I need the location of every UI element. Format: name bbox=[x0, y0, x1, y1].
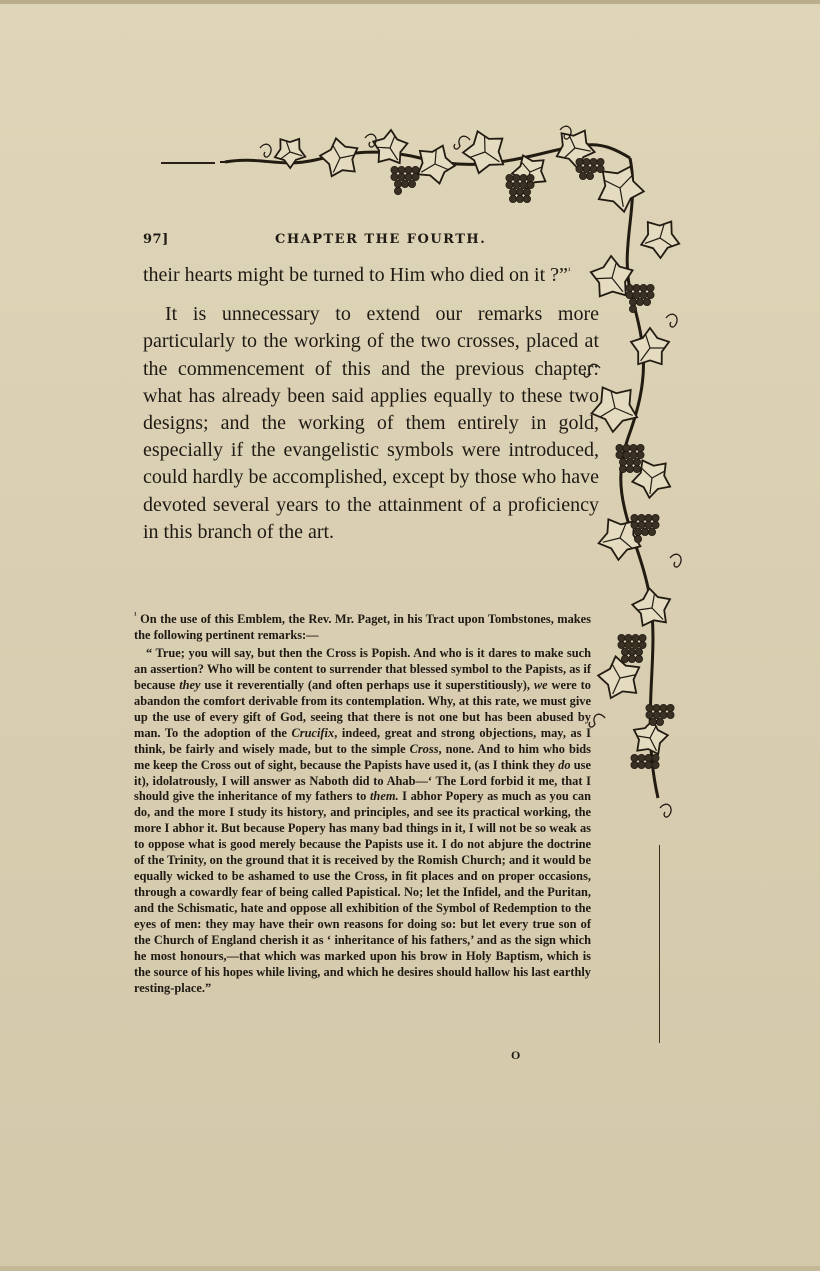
page-number: 97] bbox=[143, 232, 169, 247]
continued-line: their hearts might be turned to Him who died on it ?” bbox=[143, 264, 568, 286]
quote-emphasis: do bbox=[558, 757, 571, 772]
continued-paragraph bbox=[143, 262, 599, 289]
quote-part: , indeed, great and strong objections, may, as I think, be fairly and wisely made, but to the simple bbox=[134, 725, 591, 756]
quote-part: , none. And to him who bids me keep the Cross out of sight, because the Papists have used it, (as I think they bbox=[134, 741, 591, 772]
page-top-edge bbox=[0, 0, 820, 4]
quote-part: “ True; you will say, but then the Cross is Popish. And who is it dares to make such an assertion? Who will be content to surrender that blessed symbol to the Papists, as if because bbox=[134, 645, 591, 692]
quote-part: were to abandon the comfort derivable from its contemplation. Why, at this rate, we must give up the use of every gift of God, seeing that there is not one but has been abused by man. To the adoption of the bbox=[134, 677, 591, 740]
quote-part: use it), idolatrously, I will answer as Naboth did to Ahab—‘ The Lord forbid it me, that I should give the inheritance of my fathers to bbox=[134, 757, 591, 804]
footnote-quote bbox=[134, 646, 591, 997]
footnote bbox=[134, 609, 591, 997]
quote-emphasis: them. bbox=[369, 789, 399, 804]
quote-part: use it reverentially (and often perhaps use it superstitiously), bbox=[200, 677, 534, 692]
quote-emphasis: Cross bbox=[409, 741, 439, 756]
footnote-intro: On the use of this Emblem, the Rev. Mr. Paget, in his Tract upon Tombstones, makes the following pertinent remarks:— bbox=[134, 612, 591, 642]
footnote-intro-paragraph bbox=[134, 609, 591, 644]
quote-emphasis: Crucifix bbox=[291, 725, 335, 740]
signature-mark: O bbox=[511, 1048, 521, 1062]
quote-emphasis: we bbox=[533, 677, 548, 692]
quote-emphasis: they bbox=[179, 677, 201, 692]
margin-line bbox=[659, 845, 660, 1043]
chapter-title: CHAPTER THE FOURTH. bbox=[275, 232, 487, 247]
page-bottom-edge bbox=[0, 1266, 820, 1271]
paragraph: It is unnecessary to extend our remarks more particularly to the working of the two crosses, placed at the commencement of this and the previous chapter: what has already been said applies equally to these two designs; and the working of them entirely in gold, especially if the evangelistic symbols were introduced, could hardly be accomplished, except by those who have devoted several years to the attainment of a proficiency in this branch of the art. bbox=[143, 303, 599, 543]
header-rule bbox=[161, 162, 215, 164]
quote-part: I abhor Popery as much as you can do, and the more I study its history, and principles, and see its practical working, the more I abhor it. But because Popery has many bad things in it, I will not be so weak as to oppose what is good merely because the Papists use it. I do not abjure the doctrine of the Trinity, on the ground that it is received by the Romish Church; and it would be equally wicked to be ashamed to use the Cross, in fit places and on proper occasions, through a cowardly fear of being called Papistical. No; let the Infidel, and the Puritan, and the Schismatic, hate and oppose all exhibition of the Symbol of Redemption to the eyes of men: they may have their own reasons for doing so: but let every true son of the Church of England cherish it as ‘ inheritance of his fathers,’ and as the sign which he most honours,—that which was marked upon his brow in Holy Baptism, which is the source of his hopes while living, and which he desires should hallow his last earthly resting-place.” bbox=[134, 789, 591, 995]
footnote-reference: ¹ bbox=[567, 265, 571, 276]
footnote-mark: ¹ bbox=[134, 609, 137, 620]
main-text bbox=[143, 262, 599, 546]
running-head bbox=[143, 232, 603, 254]
